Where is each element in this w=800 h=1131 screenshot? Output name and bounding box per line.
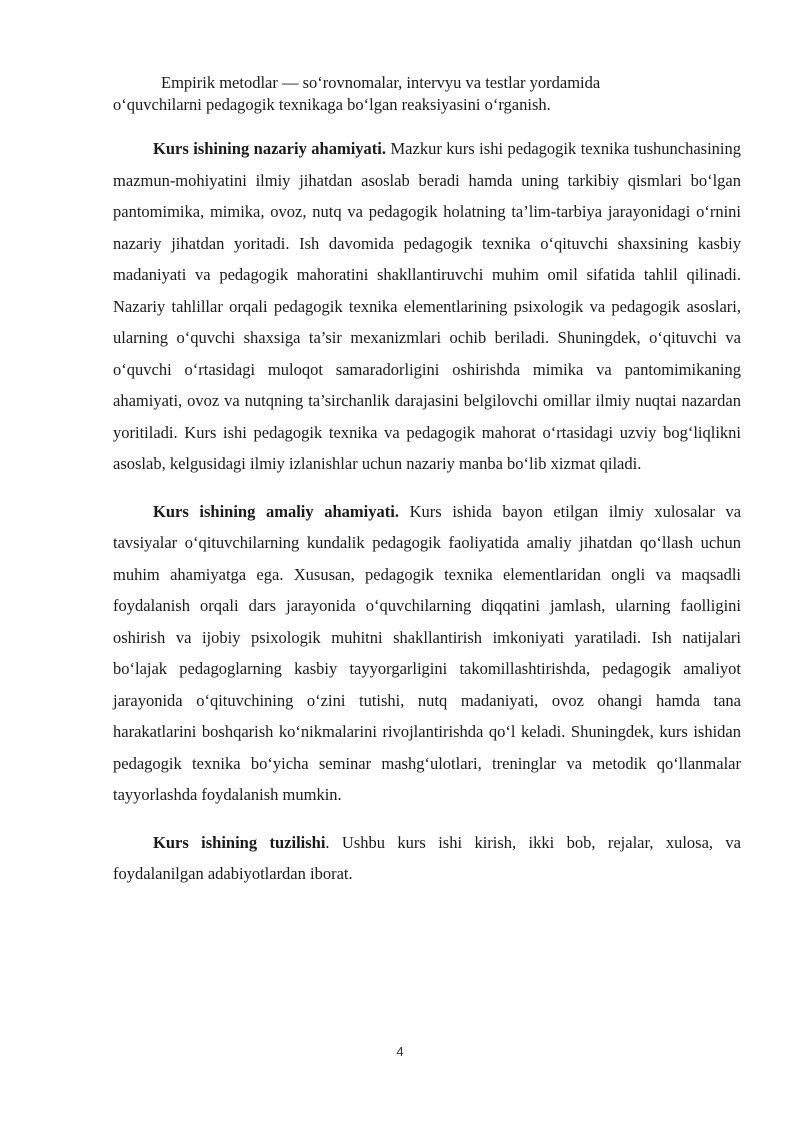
intro-line-2: o‘quvchilarni pedagogik texnikaga bo‘lgan reaksiyasini o‘rganish. bbox=[113, 95, 551, 114]
section-heading: Kurs ishining nazariy ahamiyati. bbox=[153, 139, 387, 158]
section-theoretical-significance bbox=[113, 133, 741, 480]
section-text: . Ushbu kurs ishi kirish, ikki bob, rejalar, xulosa, va foydalanilgan adabiyotlardan iborat. bbox=[113, 832, 742, 883]
section-text: Kurs ishida bayon etilgan ilmiy xulosalar va tavsiyalar o‘qituvchilarning kundalik pedagogik faoliyatida amaliy jihatdan qo‘llash uchun muhim ahamiyatga ega. Xususan, pedagogik texnika elementlaridan ongli va maqsadli foydalanish orqali dars jarayonida o‘quvchilarning diqqatini jamlash, ularning faolligini oshirish va ijobiy psixologik muhitni shakllantirish imkoniyati yaratiladi. Ish natijalari bo‘lajak pedagoglarning kasbiy tayyorgarligini takomillashtirishda, pedagogik amaliyot jarayonida o‘qituvchining o‘zini tutishi, nutq madaniyati, ovoz ohangi hamda tana harakatlarini boshqarish ko‘nikmalarini rivojlantirishda qo‘l keladi. Shuningdek, kurs ishidan pedagogik texnika bo‘yicha seminar mashg‘ulotlari, treninglar va metodik qo‘llanmalar tayyorlashda foydalanish mumkin. bbox=[113, 501, 742, 804]
section-structure bbox=[113, 827, 741, 890]
intro-paragraph bbox=[113, 72, 741, 116]
section-heading: Kurs ishining amaliy ahamiyati. bbox=[153, 501, 399, 521]
section-practical-significance bbox=[113, 496, 741, 811]
section-text: Mazkur kurs ishi pedagogik texnika tushunchasining mazmun-mohiyatini ilmiy jihatdan asoslab beradi hamda uning tarkibiy qismlari bo‘lgan pantomimika, mimika, ovoz, nutq va pedagogik holatning ta’lim-tarbiya jarayonidagi o‘rnini nazariy jihatdan yoritadi. Ish davomida pedagogik texnika o‘qituvchi shaxsining kasbiy madaniyati va pedagogik mahoratini shakllantiruvchi muhim omil sifatida tahlil qilinadi. Nazariy tahlillar orqali pedagogik texnika elementlarining psixologik va pedagogik asoslari, ularning o‘quvchi shaxsiga ta’sir mexanizmlari ochib beriladi. Shuningdek, o‘qituvchi va o‘quvchi o‘rtasidagi muloqot samaradorligini oshirishda mimika va pantomimikaning ahamiyati, ovoz va nutqning ta’sirchanlik darajasini belgilovchi omillar ilmiy nuqtai nazardan yoritiladi. Kurs ishi pedagogik texnika va pedagogik mahorat o‘rtasidagi uzviy bog‘liqlikni asoslab, kelgusidagi ilmiy izlanishlar uchun nazariy manba bo‘lib xizmat qiladi. bbox=[113, 139, 742, 473]
section-heading: Kurs ishining tuzilishi bbox=[153, 832, 326, 852]
document-page bbox=[113, 72, 741, 906]
intro-line-1: Empirik metodlar — so‘rovnomalar, intervyu va testlar yordamida bbox=[161, 73, 601, 92]
page-number: 4 bbox=[396, 1044, 404, 1059]
